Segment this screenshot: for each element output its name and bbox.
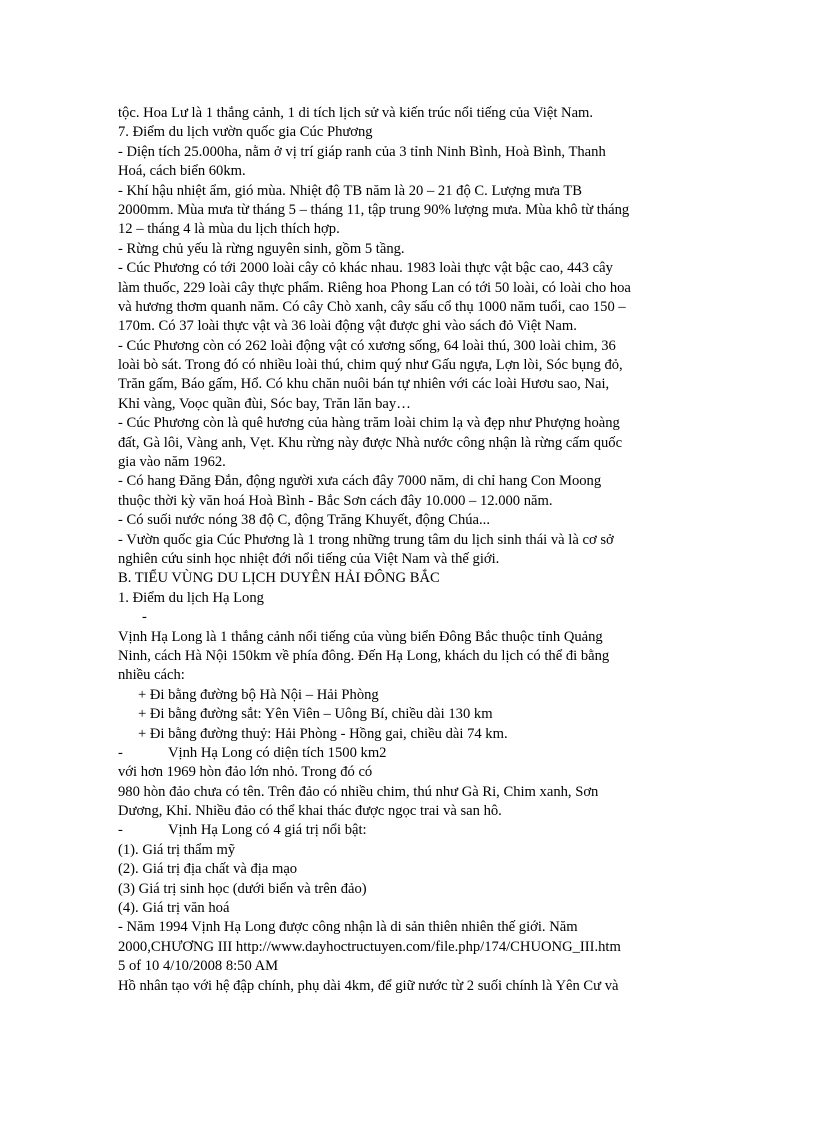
- dash-item-text: Vịnh Hạ Long có diện tích 1500 km2: [168, 744, 387, 761]
- text-line: (4). Giá trị văn hoá: [118, 900, 230, 917]
- text-line: - Cúc Phương có tới 2000 loài cây cỏ khác nhau. 1983 loài thực vật bậc cao, 443 cây: [118, 260, 613, 277]
- text-line: B. TIỂU VÙNG DU LỊCH DUYÊN HẢI ĐÔNG BẮC: [118, 570, 440, 587]
- paragraph-block-ha-long-intro: [118, 628, 718, 686]
- text-line: 7. Điểm du lịch vườn quốc gia Cúc Phương: [118, 124, 373, 141]
- text-line: loài bò sát. Trong đó có nhiều loài thú, chim quý như Gấu ngựa, Lợn lòi, Sóc bụng đỏ,: [118, 357, 623, 374]
- lone-dash: -: [142, 609, 147, 626]
- dash-marker: -: [118, 822, 123, 839]
- text-line: Trăn gấm, Báo gấm, Hổ. Có khu chăn nuôi bán tự nhiên với các loài Hươu sao, Nai,: [118, 376, 610, 393]
- text-line: 12 – tháng 4 là mùa du lịch thích hợp.: [118, 221, 340, 238]
- dash-item-text: Vịnh Hạ Long có 4 giá trị nổi bật:: [168, 822, 367, 839]
- text-line: nhiều cách:: [118, 667, 185, 684]
- text-line: nghiên cứu sinh học nhiệt đới nổi tiếng của Việt Nam và thế giới.: [118, 550, 500, 567]
- text-line: - Rừng chủ yếu là rừng nguyên sinh, gồm 5 tầng.: [118, 240, 405, 257]
- text-line: và hương thơm quanh năm. Có cây Chò xanh, cây sấu cổ thụ 1000 năm tuổi, cao 150 –: [118, 298, 626, 315]
- text-line: (3) Giá trị sinh học (dưới biển và trên đảo): [118, 880, 367, 897]
- text-line: thuộc thời kỳ văn hoá Hoà Bình - Bắc Sơn cách đây 10.000 – 12.000 năm.: [118, 492, 553, 509]
- text-line: Hoá, cách biển 60km.: [118, 163, 246, 180]
- dash-marker: -: [118, 744, 123, 761]
- text-line: Vịnh Hạ Long là 1 thắng cảnh nổi tiếng của vùng biển Đông Bắc thuộc tỉnh Quảng: [118, 628, 603, 645]
- text-line: - Vườn quốc gia Cúc Phương là 1 trong những trung tâm du lịch sinh thái và là cơ sở: [118, 531, 614, 548]
- paragraph-block-cuc-phuong: [118, 104, 718, 608]
- text-line: đất, Gà lôi, Vàng anh, Vẹt. Khu rừng này được Nhà nước công nhận là rừng cấm quốc: [118, 434, 623, 451]
- text-line: (1). Giá trị thẩm mỹ: [118, 841, 236, 858]
- text-line: - Khí hậu nhiệt ẩm, gió mùa. Nhiệt độ TB năm là 20 – 21 độ C. Lượng mưa TB: [118, 182, 582, 199]
- text-line: Hồ nhân tạo với hệ đập chính, phụ dài 4km, để giữ nước từ 2 suối chính là Yên Cư và: [118, 977, 619, 994]
- text-line: với hơn 1969 hòn đảo lớn nhỏ. Trong đó có: [118, 764, 373, 781]
- text-line: - Diện tích 25.000ha, nằm ở vị trí giáp ranh của 3 tỉnh Ninh Bình, Hoà Bình, Thanh: [118, 143, 606, 160]
- text-line: 2000mm. Mùa mưa từ tháng 5 – tháng 11, tập trung 90% lượng mưa. Mùa khô từ tháng: [118, 201, 630, 218]
- text-line: - Cúc Phương còn là quê hương của hàng trăm loài chim lạ và đẹp như Phượng hoàng: [118, 415, 620, 432]
- text-line: gia vào năm 1962.: [118, 454, 226, 471]
- text-line: 980 hòn đảo chưa có tên. Trên đảo có nhiều chim, thú như Gà Ri, Chim xanh, Sơn: [118, 783, 599, 800]
- text-line: Dương, Khỉ. Nhiều đảo có thể khai thác được ngọc trai và san hô.: [118, 803, 502, 820]
- list-item: + Đi bằng đường sắt: Yên Viên – Uông Bí, chiều dài 130 km: [138, 706, 493, 723]
- text-line: Ninh, cách Hà Nội 150km về phía đông. Đến Hạ Long, khách du lịch có thể đi bằng: [118, 647, 610, 664]
- text-line: - Có suối nước nóng 38 độ C, động Trăng Khuyết, động Chúa...: [118, 512, 490, 529]
- text-line: 2000,CHƯƠNG III http://www.dayhoctructuyen.com/file.php/174/CHUONG_III.htm: [118, 938, 621, 955]
- text-line: 1. Điểm du lịch Hạ Long: [118, 589, 264, 606]
- dash-item-area: [118, 744, 718, 763]
- text-line: Khỉ vàng, Voọc quần đùi, Sóc bay, Trăn lăn bay…: [118, 395, 411, 412]
- text-line: làm thuốc, 229 loài cây thực phẩm. Riêng hoa Phong Lan có tới 50 loài, có loài cho hoa: [118, 279, 631, 296]
- list-item: + Đi bằng đường thuỷ: Hải Phòng - Hồng gai, chiều dài 74 km.: [138, 725, 508, 742]
- paragraph-block-islands: [118, 763, 718, 821]
- document-page: [118, 104, 718, 996]
- text-line: - Có hang Đăng Đắn, động người xưa cách đây 7000 năm, di chỉ hang Con Moong: [118, 473, 602, 490]
- text-line: - Năm 1994 Vịnh Hạ Long được công nhận là di sản thiên nhiên thế giới. Năm: [118, 919, 578, 936]
- text-line: tộc. Hoa Lư là 1 thắng cảnh, 1 di tích lịch sử và kiến trúc nổi tiếng của Việt Nam.: [118, 105, 594, 121]
- paragraph-block-values: [118, 841, 718, 996]
- dash-item-values: [118, 821, 718, 840]
- text-line: - Cúc Phương còn có 262 loài động vật có xương sống, 64 loài thú, 300 loài chim, 36: [118, 337, 616, 354]
- transport-list: [118, 686, 718, 744]
- text-line: 5 of 10 4/10/2008 8:50 AM: [118, 958, 279, 975]
- text-line: 170m. Có 37 loài thực vật và 36 loài động vật được ghi vào sách đỏ Việt Nam.: [118, 318, 577, 335]
- text-line: (2). Giá trị địa chất và địa mạo: [118, 861, 298, 878]
- list-item: + Đi bằng đường bộ Hà Nội – Hải Phòng: [138, 686, 379, 703]
